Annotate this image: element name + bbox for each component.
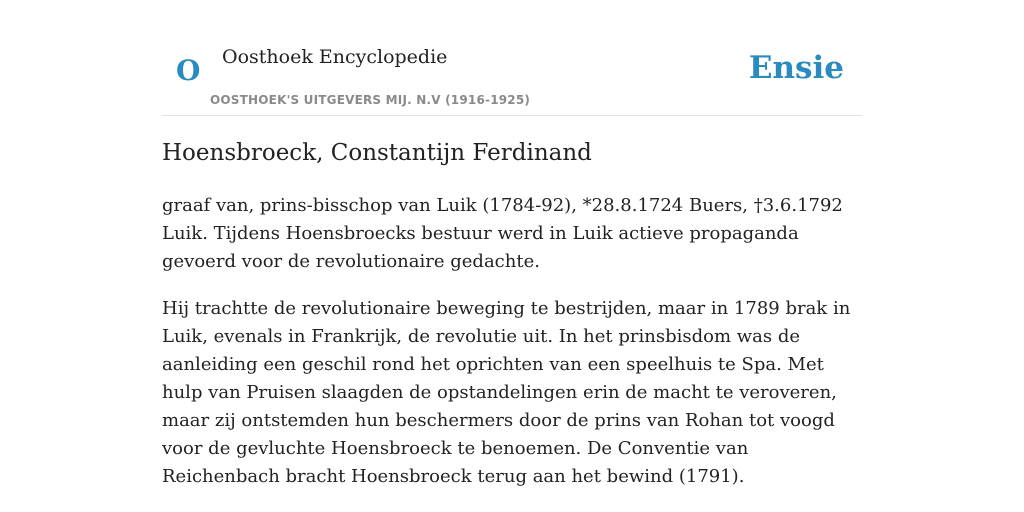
entry-content xyxy=(162,192,862,510)
entry-paragraph: graaf van, prins-bisschop van Luik (1784-92), *28.8.1724 Buers, †3.6.1792 Luik. Tijdens Hoensbroecks bestuur werd in Luik actieve propaganda gevoerd voor de revolutionaire gedachte. xyxy=(162,195,843,272)
publisher-subtitle: OOSTHOEK'S UITGEVERS MIJ. N.V (1916-1925) xyxy=(210,93,531,107)
entry-title: Hoensbroeck, Constantijn Ferdinand xyxy=(162,140,592,166)
site-header xyxy=(162,40,862,116)
publication-logo-icon[interactable]: O xyxy=(176,54,201,87)
publication-title[interactable]: Oosthoek Encyclopedie xyxy=(222,46,448,68)
ensie-brand-logo[interactable]: Ensie xyxy=(748,50,844,86)
entry-paragraph: Hij trachtte de revolutionaire beweging te bestrijden, maar in 1789 brak in Luik, evenals in Frankrijk, de revolutie uit. In het prinsbisdom was de aanleiding een geschil rond het oprichten van een speelhuis te Spa. Met hulp van Pruisen slaagden de opstandelingen erin de macht te veroveren, maar zij ontstemden hun beschermers door de prins van Rohan tot voogd voor de gevluchte Hoensbroeck te benoemen. De Conventie van Reichenbach bracht Hoensbroeck terug aan het bewind (1791). xyxy=(162,298,851,487)
